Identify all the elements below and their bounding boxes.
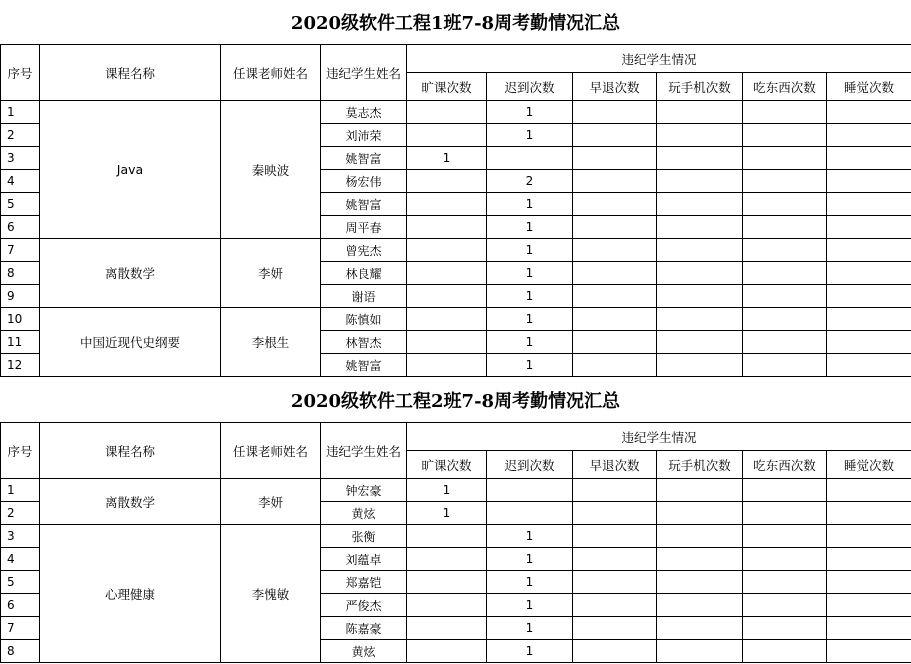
late-count-cell: 1 (487, 571, 573, 594)
header-course: 课程名称 (40, 423, 221, 479)
header-phone: 玩手机次数 (657, 73, 743, 101)
header-early-leave: 早退次数 (573, 451, 657, 479)
phone-count-cell (657, 124, 743, 147)
sleeping-count-cell (827, 239, 911, 262)
phone-count-cell (657, 193, 743, 216)
late-count-cell: 1 (487, 640, 573, 663)
late-count-cell: 1 (487, 594, 573, 617)
seq-cell: 6 (1, 594, 40, 617)
sleeping-count-cell (827, 285, 911, 308)
eating-count-cell (743, 239, 827, 262)
student-cell: 曾宪杰 (321, 239, 407, 262)
header-late: 迟到次数 (487, 73, 573, 101)
phone-count-cell (657, 617, 743, 640)
phone-count-cell (657, 571, 743, 594)
table-row (1, 239, 911, 262)
sleeping-count-cell (827, 308, 911, 331)
absent-count-cell (407, 525, 487, 548)
phone-count-cell (657, 216, 743, 239)
phone-count-cell (657, 354, 743, 377)
sleeping-count-cell (827, 216, 911, 239)
phone-count-cell (657, 239, 743, 262)
phone-count-cell (657, 594, 743, 617)
header-seq: 序号 (1, 423, 40, 479)
early-leave-count-cell (573, 640, 657, 663)
absent-count-cell (407, 285, 487, 308)
seq-cell: 7 (1, 617, 40, 640)
header-absent: 旷课次数 (407, 451, 487, 479)
absent-count-cell (407, 124, 487, 147)
student-cell: 周平春 (321, 216, 407, 239)
sleeping-count-cell (827, 548, 911, 571)
student-cell: 陈慎如 (321, 308, 407, 331)
early-leave-count-cell (573, 285, 657, 308)
student-cell: 林智杰 (321, 331, 407, 354)
student-cell: 杨宏伟 (321, 170, 407, 193)
seq-cell: 3 (1, 525, 40, 548)
seq-cell: 2 (1, 502, 40, 525)
student-cell: 张衡 (321, 525, 407, 548)
phone-count-cell (657, 285, 743, 308)
phone-count-cell (657, 548, 743, 571)
phone-count-cell (657, 502, 743, 525)
eating-count-cell (743, 571, 827, 594)
seq-cell: 1 (1, 479, 40, 502)
late-count-cell: 1 (487, 262, 573, 285)
header-teacher: 任课老师姓名 (221, 45, 321, 101)
seq-cell: 9 (1, 285, 40, 308)
header-student: 违纪学生姓名 (321, 45, 407, 101)
seq-cell: 10 (1, 308, 40, 331)
student-cell: 严俊杰 (321, 594, 407, 617)
student-cell: 刘沛荣 (321, 124, 407, 147)
absent-count-cell: 1 (407, 502, 487, 525)
absent-count-cell (407, 594, 487, 617)
table-row (1, 101, 911, 124)
header-sleeping: 睡觉次数 (827, 451, 911, 479)
late-count-cell: 1 (487, 124, 573, 147)
eating-count-cell (743, 548, 827, 571)
student-cell: 钟宏豪 (321, 479, 407, 502)
late-count-cell: 1 (487, 239, 573, 262)
student-cell: 郑嘉铠 (321, 571, 407, 594)
absent-count-cell: 1 (407, 147, 487, 170)
header-absent: 旷课次数 (407, 73, 487, 101)
sleeping-count-cell (827, 262, 911, 285)
sleeping-count-cell (827, 101, 911, 124)
phone-count-cell (657, 262, 743, 285)
student-cell: 黄炫 (321, 640, 407, 663)
student-cell: 姚智富 (321, 147, 407, 170)
eating-count-cell (743, 525, 827, 548)
student-cell: 莫志杰 (321, 101, 407, 124)
late-count-cell: 1 (487, 525, 573, 548)
course-cell: 离散数学 (40, 479, 221, 525)
absent-count-cell (407, 193, 487, 216)
student-cell: 陈嘉豪 (321, 617, 407, 640)
absent-count-cell: 1 (407, 479, 487, 502)
phone-count-cell (657, 147, 743, 170)
eating-count-cell (743, 354, 827, 377)
header-violations: 违纪学生情况 (407, 423, 911, 451)
absent-count-cell (407, 548, 487, 571)
seq-cell: 12 (1, 354, 40, 377)
sleeping-count-cell (827, 617, 911, 640)
table-row (1, 479, 911, 502)
table-row (1, 308, 911, 331)
sleeping-count-cell (827, 170, 911, 193)
seq-cell: 1 (1, 101, 40, 124)
seq-cell: 5 (1, 193, 40, 216)
header-early-leave: 早退次数 (573, 73, 657, 101)
sleeping-count-cell (827, 331, 911, 354)
course-cell: Java (40, 101, 221, 239)
late-count-cell: 1 (487, 285, 573, 308)
absent-count-cell (407, 354, 487, 377)
eating-count-cell (743, 101, 827, 124)
student-cell: 刘蕴卓 (321, 548, 407, 571)
absent-count-cell (407, 170, 487, 193)
early-leave-count-cell (573, 147, 657, 170)
seq-cell: 4 (1, 170, 40, 193)
absent-count-cell (407, 331, 487, 354)
early-leave-count-cell (573, 571, 657, 594)
teacher-cell: 李妍 (221, 239, 321, 308)
seq-cell: 11 (1, 331, 40, 354)
absent-count-cell (407, 640, 487, 663)
sleeping-count-cell (827, 193, 911, 216)
header-phone: 玩手机次数 (657, 451, 743, 479)
phone-count-cell (657, 525, 743, 548)
course-cell: 离散数学 (40, 239, 221, 308)
early-leave-count-cell (573, 239, 657, 262)
eating-count-cell (743, 308, 827, 331)
sleeping-count-cell (827, 479, 911, 502)
sleeping-count-cell (827, 594, 911, 617)
absent-count-cell (407, 571, 487, 594)
header-course: 课程名称 (40, 45, 221, 101)
seq-cell: 3 (1, 147, 40, 170)
sleeping-count-cell (827, 354, 911, 377)
eating-count-cell (743, 216, 827, 239)
eating-count-cell (743, 479, 827, 502)
course-cell: 心理健康 (40, 525, 221, 663)
eating-count-cell (743, 502, 827, 525)
sleeping-count-cell (827, 571, 911, 594)
header-eating: 吃东西次数 (743, 73, 827, 101)
phone-count-cell (657, 640, 743, 663)
student-cell: 姚智富 (321, 193, 407, 216)
early-leave-count-cell (573, 502, 657, 525)
early-leave-count-cell (573, 216, 657, 239)
early-leave-count-cell (573, 193, 657, 216)
early-leave-count-cell (573, 124, 657, 147)
header-eating: 吃东西次数 (743, 451, 827, 479)
late-count-cell: 1 (487, 548, 573, 571)
table-2-title: 2020级软件工程2班7-8周考勤情况汇总 (290, 391, 621, 412)
sleeping-count-cell (827, 640, 911, 663)
late-count-cell: 1 (487, 331, 573, 354)
early-leave-count-cell (573, 548, 657, 571)
header-teacher: 任课老师姓名 (221, 423, 321, 479)
phone-count-cell (657, 101, 743, 124)
early-leave-count-cell (573, 262, 657, 285)
absent-count-cell (407, 216, 487, 239)
absent-count-cell (407, 101, 487, 124)
student-cell: 林良耀 (321, 262, 407, 285)
phone-count-cell (657, 170, 743, 193)
late-count-cell: 1 (487, 308, 573, 331)
sleeping-count-cell (827, 147, 911, 170)
late-count-cell (487, 502, 573, 525)
late-count-cell: 1 (487, 354, 573, 377)
eating-count-cell (743, 285, 827, 308)
late-count-cell (487, 479, 573, 502)
eating-count-cell (743, 594, 827, 617)
early-leave-count-cell (573, 101, 657, 124)
absent-count-cell (407, 308, 487, 331)
eating-count-cell (743, 170, 827, 193)
eating-count-cell (743, 331, 827, 354)
teacher-cell: 李根生 (221, 308, 321, 377)
late-count-cell: 1 (487, 216, 573, 239)
seq-cell: 6 (1, 216, 40, 239)
header-violations: 违纪学生情况 (407, 45, 911, 73)
attendance-table-class-2 (0, 422, 911, 663)
seq-cell: 8 (1, 262, 40, 285)
early-leave-count-cell (573, 525, 657, 548)
attendance-table-class-1 (0, 44, 911, 377)
phone-count-cell (657, 479, 743, 502)
absent-count-cell (407, 617, 487, 640)
sleeping-count-cell (827, 525, 911, 548)
student-cell: 姚智富 (321, 354, 407, 377)
student-cell: 谢语 (321, 285, 407, 308)
early-leave-count-cell (573, 479, 657, 502)
late-count-cell: 2 (487, 170, 573, 193)
early-leave-count-cell (573, 170, 657, 193)
early-leave-count-cell (573, 331, 657, 354)
late-count-cell: 1 (487, 101, 573, 124)
table-1-title: 2020级软件工程1班7-8周考勤情况汇总 (290, 13, 621, 34)
early-leave-count-cell (573, 308, 657, 331)
header-student: 违纪学生姓名 (321, 423, 407, 479)
phone-count-cell (657, 308, 743, 331)
absent-count-cell (407, 239, 487, 262)
seq-cell: 2 (1, 124, 40, 147)
eating-count-cell (743, 124, 827, 147)
teacher-cell: 李妍 (221, 479, 321, 525)
sleeping-count-cell (827, 124, 911, 147)
header-sleeping: 睡觉次数 (827, 73, 911, 101)
early-leave-count-cell (573, 617, 657, 640)
teacher-cell: 秦映波 (221, 101, 321, 239)
eating-count-cell (743, 193, 827, 216)
early-leave-count-cell (573, 354, 657, 377)
late-count-cell (487, 147, 573, 170)
early-leave-count-cell (573, 594, 657, 617)
eating-count-cell (743, 617, 827, 640)
eating-count-cell (743, 147, 827, 170)
table-row (1, 525, 911, 548)
student-cell: 黄炫 (321, 502, 407, 525)
seq-cell: 7 (1, 239, 40, 262)
course-cell: 中国近现代史纲要 (40, 308, 221, 377)
header-seq: 序号 (1, 45, 40, 101)
teacher-cell: 李愧敏 (221, 525, 321, 663)
late-count-cell: 1 (487, 193, 573, 216)
header-late: 迟到次数 (487, 451, 573, 479)
seq-cell: 4 (1, 548, 40, 571)
eating-count-cell (743, 640, 827, 663)
late-count-cell: 1 (487, 617, 573, 640)
phone-count-cell (657, 331, 743, 354)
seq-cell: 8 (1, 640, 40, 663)
seq-cell: 5 (1, 571, 40, 594)
absent-count-cell (407, 262, 487, 285)
sleeping-count-cell (827, 502, 911, 525)
eating-count-cell (743, 262, 827, 285)
